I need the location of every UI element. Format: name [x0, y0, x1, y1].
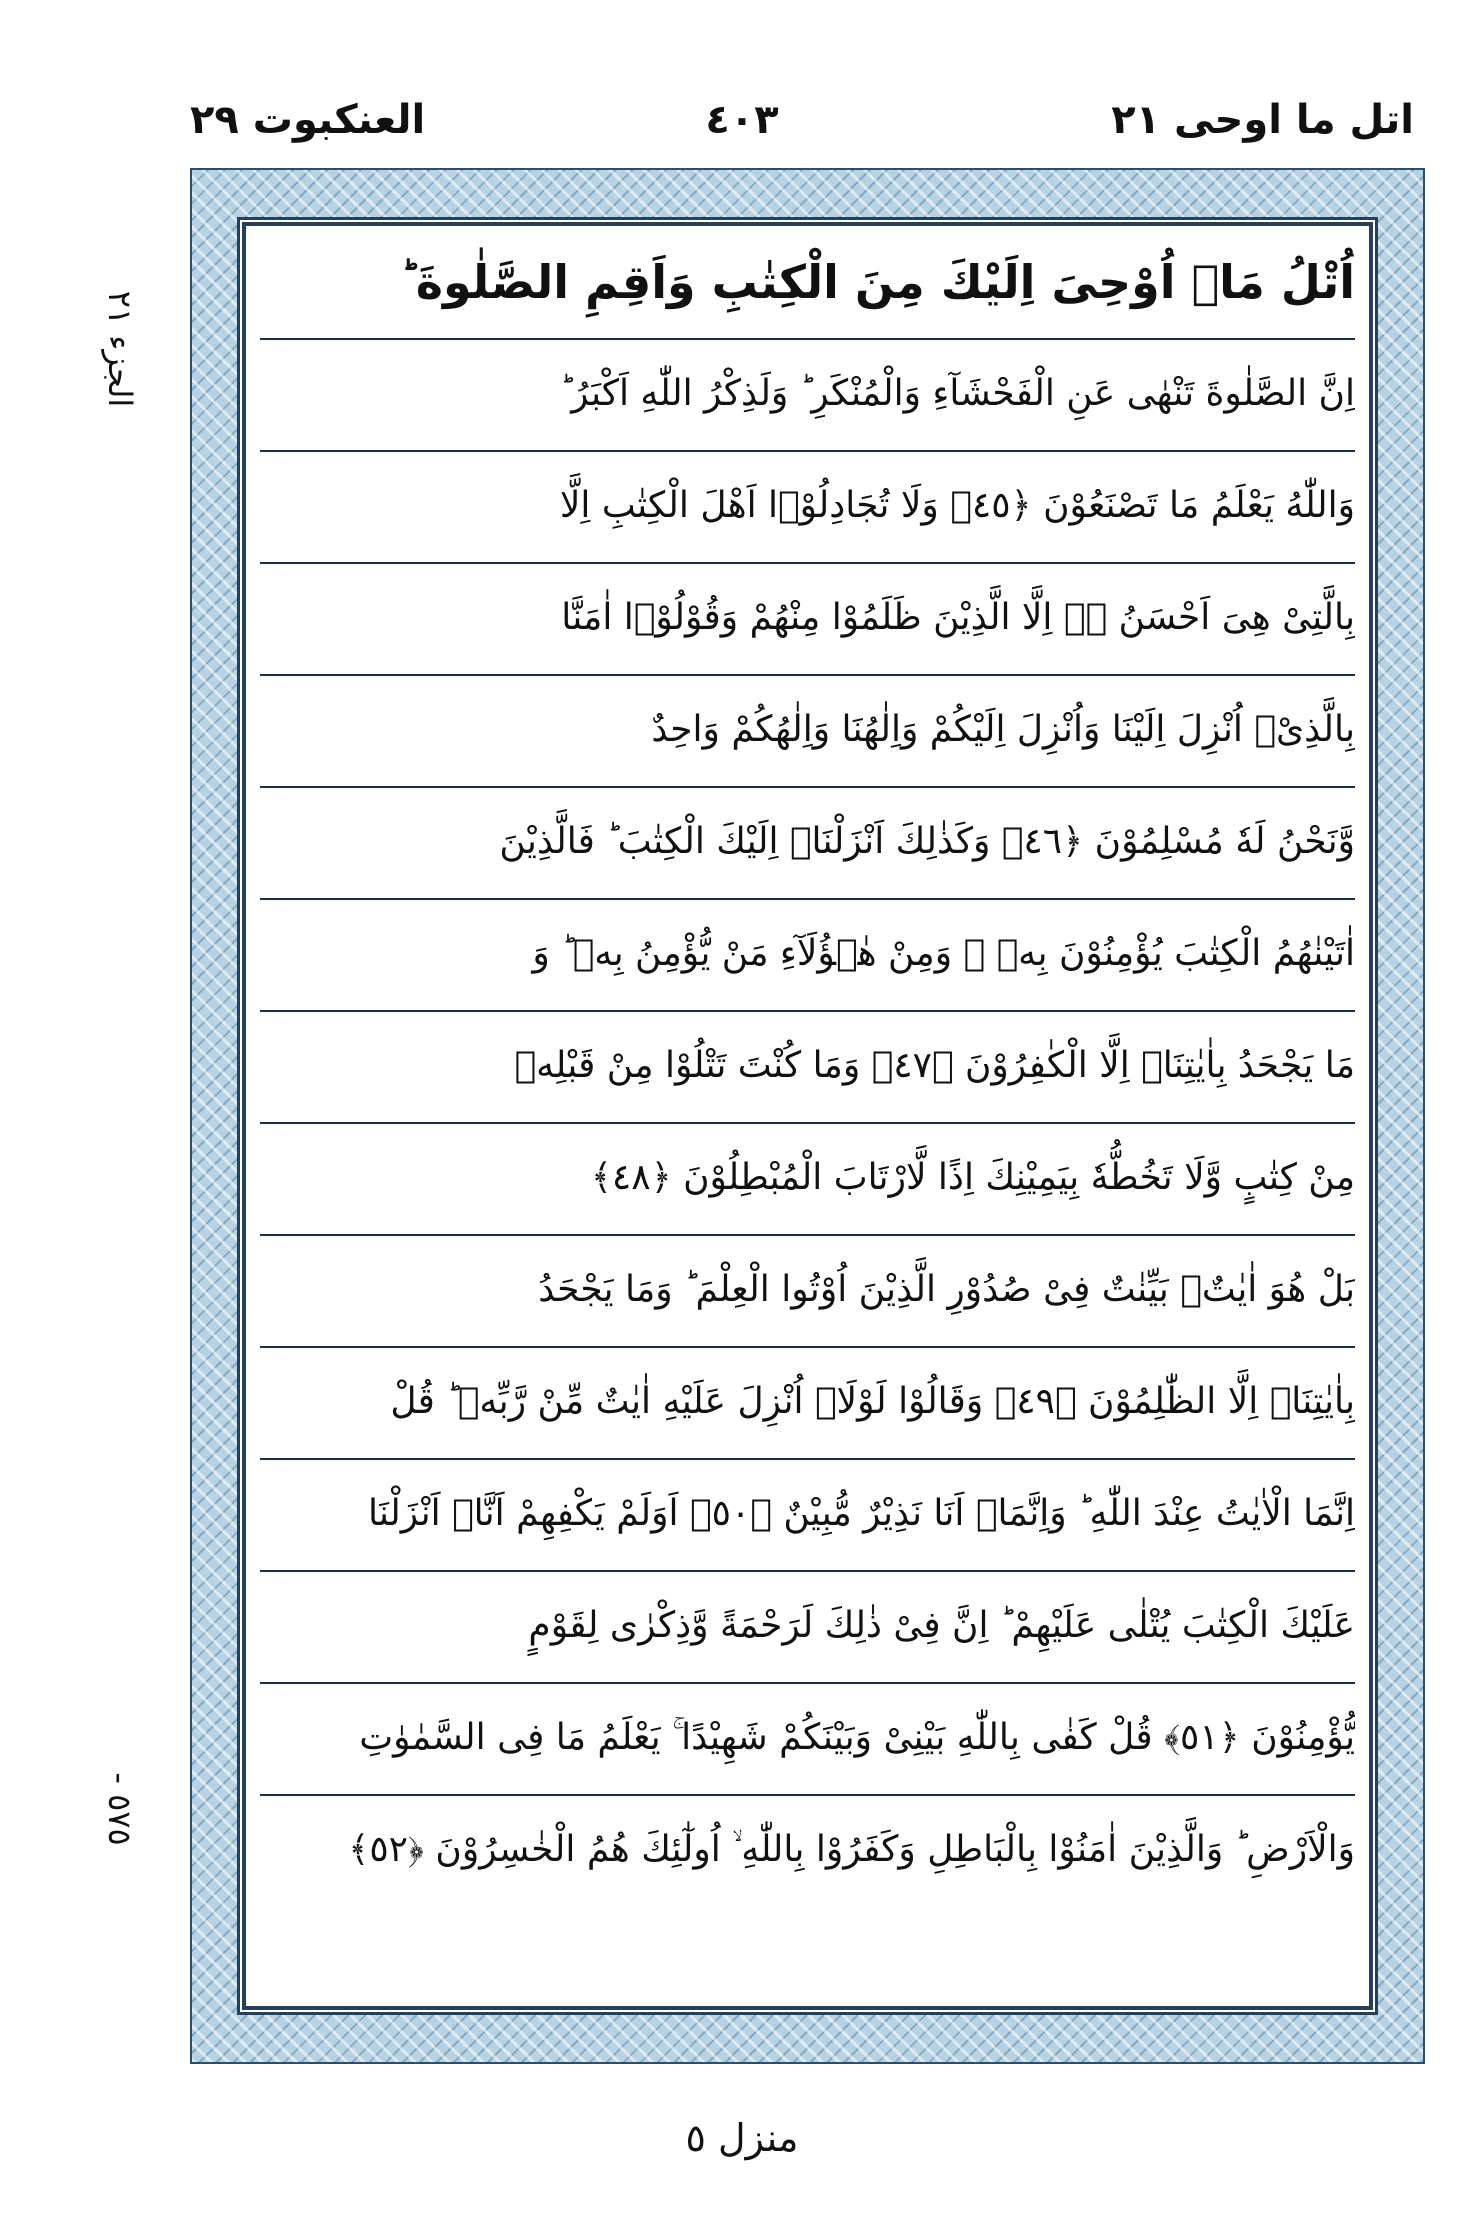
- text-line: وَالْاَرْضِ ؕ وَالَّذِیْنَ اٰمَنُوْا بِالْبَاطِلِ وَكَفَرُوْا بِاللّٰهِ ۙ اُولٰٓئِكَ هُمُ الْخٰسِرُوْنَ ﴿٥٢﴾: [348, 1829, 1355, 1870]
- text-line: یُّؤْمِنُوْنَ ﴿٥١﴾ قُلْ كَفٰی بِاللّٰهِ بَیْنِیْ وَبَیْنَكُمْ شَهِیْدًا ۚ یَعْلَمُ مَا فِی السَّمٰوٰتِ: [260, 1682, 1355, 1796]
- text-line: وَّنَحْنُ لَهٗ مُسْلِمُوْنَ ﴿٤٦﴾ وَكَذٰلِكَ اَنْزَلْنَاۤ اِلَیْكَ الْكِتٰبَ ؕ فَالَّذِیْنَ: [260, 786, 1355, 900]
- text-line: بِالَّتِیْ هِیَ اَحْسَنُ ۖۗ اِلَّا الَّذِیْنَ ظَلَمُوْا مِنْهُمْ وَقُوْلُوْۤا اٰمَنَّا: [260, 562, 1355, 676]
- manzil-footer: منزل ٥: [685, 2116, 799, 2160]
- text-line: بِالَّذِیْۤ اُنْزِلَ اِلَیْنَا وَاُنْزِلَ اِلَیْكُمْ وَاِلٰهُنَا وَاِلٰهُكُمْ وَاحِدٌ: [260, 674, 1355, 788]
- juz-margin-note: الجزء ٢١: [101, 290, 139, 408]
- text-line: اٰتَیْنٰهُمُ الْكِتٰبَ یُؤْمِنُوْنَ بِهٖ ۚ وَمِنْ هٰۤؤُلَآءِ مَنْ یُّؤْمِنُ بِهٖ ؕ وَ: [260, 898, 1355, 1012]
- text-panel: [242, 222, 1373, 2010]
- text-line: بِاٰیٰتِنَاۤ اِلَّا الظّٰلِمُوْنَ ﴿٤٩﴾ وَقَالُوْا لَوْلَاۤ اُنْزِلَ عَلَیْهِ اٰیٰتٌ مِّنْ رَّبِّهٖ ؕ قُلْ: [260, 1346, 1355, 1460]
- text-line: مِنْ كِتٰبٍ وَّلَا تَخُطُّهٗ بِیَمِیْنِكَ اِذًا لَّارْتَابَ الْمُبْطِلُوْنَ ﴿٤٨﴾: [260, 1122, 1355, 1236]
- ruku-margin-note: ٥٧٥ -: [101, 1772, 139, 1846]
- text-line: اُتْلُ مَاۤ اُوْحِیَ اِلَیْكَ مِنَ الْكِتٰبِ وَاَقِمِ الصَّلٰوةَ ؕ: [260, 226, 1355, 340]
- juz-header: اتل ما اوحی ٢١: [1111, 97, 1414, 143]
- text-line: بَلْ هُوَ اٰیٰتٌۢ بَیِّنٰتٌ فِیْ صُدُوْرِ الَّذِیْنَ اُوْتُوا الْعِلْمَ ؕ وَمَا یَجْحَدُ: [260, 1234, 1355, 1348]
- decorative-border: [190, 168, 1425, 2064]
- surah-header: العنکبوت ٢٩: [190, 97, 426, 143]
- text-line: عَلَیْكَ الْكِتٰبَ یُتْلٰی عَلَیْهِمْ ؕ اِنَّ فِیْ ذٰلِكَ لَرَحْمَةً وَّذِكْرٰی لِقَوْمٍ: [260, 1570, 1355, 1684]
- text-line: مَا یَجْحَدُ بِاٰیٰتِنَاۤ اِلَّا الْكٰفِرُوْنَ ﴿٤٧﴾ وَمَا كُنْتَ تَتْلُوْا مِنْ قَبْلِهٖ: [260, 1010, 1355, 1124]
- page-number: ٤٠٣: [705, 97, 779, 143]
- text-line: وَاللّٰهُ یَعْلَمُ مَا تَصْنَعُوْنَ ﴿٤٥﴾ وَلَا تُجَادِلُوْۤا اَهْلَ الْكِتٰبِ اِلَّا: [260, 450, 1355, 564]
- text-line: اِنَّمَا الْاٰیٰتُ عِنْدَ اللّٰهِ ؕ وَاِنَّمَاۤ اَنَا نَذِیْرٌ مُّبِیْنٌ ﴿٥٠﴾ اَوَلَمْ یَكْفِهِمْ اَنَّاۤ اَنْزَلْنَا: [260, 1458, 1355, 1572]
- text-line: اِنَّ الصَّلٰوةَ تَنْهٰی عَنِ الْفَحْشَآءِ وَالْمُنْكَرِ ؕ وَلَذِكْرُ اللّٰهِ اَكْبَرُ ؕ: [260, 338, 1355, 452]
